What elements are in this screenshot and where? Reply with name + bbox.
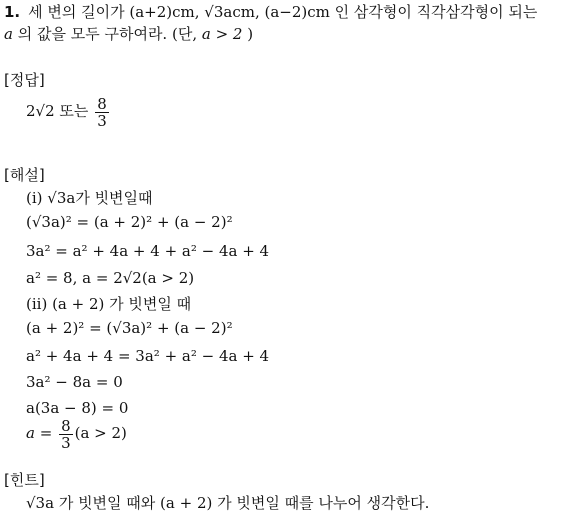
question-line-2 [4,24,253,44]
answer-connector: 또는 [54,102,94,120]
question-line-1 [4,2,537,22]
case2-equation-4: a(3a − 8) = 0 [26,399,129,417]
case2-eq5-suffix: (a > 2) [74,424,127,442]
case2-equation-2: a² + 4a + 4 = 3a² + a² − 4a + 4 [26,347,270,365]
question-number: 1. [4,3,21,21]
answer-fraction [95,96,109,129]
case2-eq5-fraction [59,418,73,451]
answer-fraction-denominator: 3 [97,111,107,130]
answer-value-a: 2√2 [26,102,55,120]
case2-equation-1: (a + 2)² = (√3a)² + (a − 2)² [26,319,233,337]
question-text-cont: 의 값을 모두 구하여라. (단, [12,25,202,43]
question-end: ) [242,25,254,43]
case2-eq5-prefix: a = [26,424,58,442]
case2-equation-5 [26,416,127,451]
case1-equation-1: (√3a)² = (a + 2)² + (a − 2)² [26,213,233,231]
answer-fraction-numerator: 8 [97,94,107,113]
case2-eq5-numerator: 8 [61,416,71,435]
question-condition: a > 2 [201,25,243,43]
case2-equation-3: 3a² − 8a = 0 [26,373,123,391]
answer-header: [정답] [4,71,45,89]
hint-header: [힌트] [4,471,45,489]
hint-text: √3a 가 빗변일 때와 (a + 2) 가 빗변일 때를 나누어 생각한다. [26,494,430,512]
solution-header: [해설] [4,166,45,184]
case2-label: (ii) (a + 2) 가 빗변일 때 [26,295,192,313]
case1-equation-3: a² = 8, a = 2√2(a > 2) [26,269,195,287]
question-text: 세 변의 길이가 (a+2)cm, √3acm, (a−2)cm 인 삼각형이 직각삼각형이 되는 [28,3,538,21]
answer-line [26,94,111,129]
question-variable: a [4,25,13,43]
case1-equation-2: 3a² = a² + 4a + 4 + a² − 4a + 4 [26,242,270,260]
case1-label: (i) √3a가 빗변일때 [26,189,153,207]
case2-eq5-denominator: 3 [61,433,71,452]
